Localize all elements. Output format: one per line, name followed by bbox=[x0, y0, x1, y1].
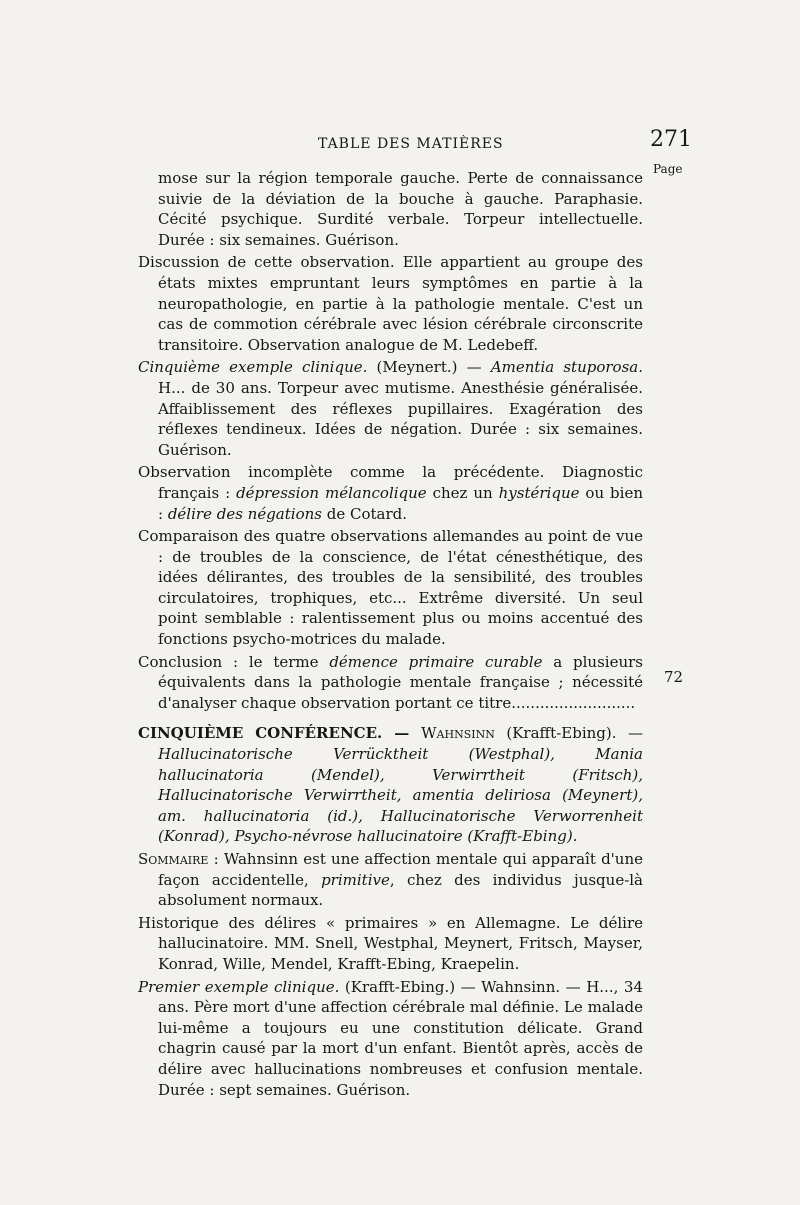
toc-entry: mose sur la région temporale gauche. Perte de connaissance suivie de la déviation de la bouche à gauche. Paraphasie. Cécité psychique. Surdité verbale. Torpeur intellectuelle. Durée : six semaines. Guérison. bbox=[158, 169, 643, 249]
table-of-contents bbox=[138, 168, 643, 1102]
toc-entry: Premier exemple clinique. (Krafft-Ebing.) — Wahnsinn. — H..., 34 ans. Père mort d'une affection cérébrale mal définie. Le malade lui-même a toujours eu une constitution délicate. Grand chagrin causé par la mort d'un enfant. Bientôt après, accès de délire avec hallucinations nombreuses et confusion mentale. Durée : sept semaines. Guérison. bbox=[138, 977, 643, 1099]
running-title: TABLE DES MATIÈRES bbox=[318, 136, 504, 152]
page-reference: 72 bbox=[664, 668, 684, 686]
toc-entry: Cinquième exemple clinique. (Meynert.) — Amentia stuporosa. H... de 30 ans. Torpeur avec mutisme. Anesthésie généralisée. Affaiblissement des réflexes pupillaires. Exagération des réflexes tendineux. Idées de négation. Durée : six semaines. Guérison. bbox=[138, 358, 643, 459]
toc-entry: Sommaire : Wahnsinn est une affection mentale qui apparaît d'une façon accidentelle, primitive, chez des individus jusque-là absolument normaux. bbox=[138, 850, 644, 910]
toc-entry: Discussion de cette observation. Elle appartient au groupe des états mixtes empruntant leurs symptômes en partie à la neuropathologie, en partie à la pathologie mentale. C'est un cas de commotion cérébrale avec lésion cérébrale circonscrite transitoire. Observation analogue de M. Ledebeff. bbox=[138, 253, 643, 354]
toc-entry: Observation incomplète comme la précédente. Diagnostic français : dépression mélancolique chez un hystérique ou bien : délire des négations de Cotard. bbox=[138, 463, 643, 523]
toc-entry: Comparaison des quatre observations allemandes au point de vue : de troubles de la conscience, de l'état cénesthétique, des idées délirantes, des troubles de la sensibilité, des troubles circulatoires, trophiques, etc... Extrême diversité. Un seul point semblable : ralentissement plus ou moins accentué des fonctions psycho-motrices du malade. bbox=[138, 527, 643, 649]
toc-entry: Historique des délires « primaires » en Allemagne. Le délire hallucinatoire. MM. Snell, Westphal, Meynert, Fritsch, Mayser, Konrad, Wille, Mendel, Krafft-Ebing, Kraepelin. bbox=[138, 913, 643, 973]
page-column-label: Page bbox=[653, 162, 683, 176]
page-number: 271 bbox=[650, 127, 692, 152]
dot-leader: .......................... bbox=[511, 693, 636, 712]
lecture-heading: CINQUIÈME CONFÉRENCE. — Wahnsinn (Krafft-Ebing). — Hallucinatorische Verrücktheit (Westphal), Mania hallucinatoria (Mendel), Verwirrtheit (Fritsch), Hallucinatorische Verwirrtheit, amentia deliriosa (Meynert), am. hallucinatoria (id.), Hallucinatorische Verworrenheit (Konrad), Psycho-névrose hallucinatoire (Krafft-Ebing). bbox=[138, 724, 643, 846]
toc-entry: Conclusion : le terme démence primaire curable a plusieurs équivalents dans la pathologie mentale française ; nécessité d'analyser chaque observation portant ce titre.......................... bbox=[138, 652, 643, 712]
